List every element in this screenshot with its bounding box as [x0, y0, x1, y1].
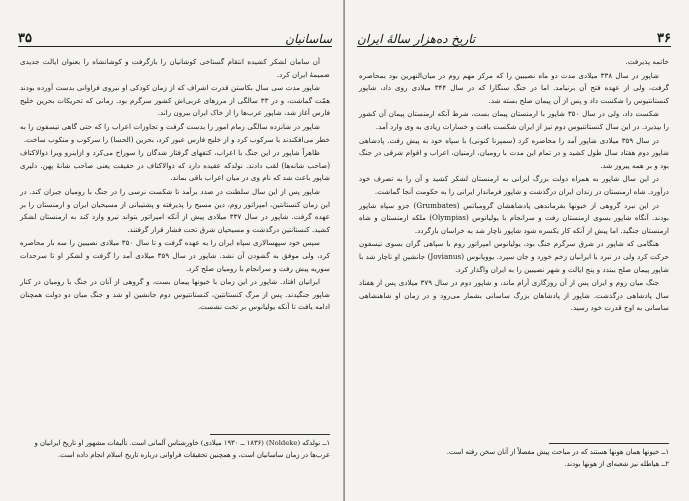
paragraph: شاپور پس از این سال سلطنت در صدد برآمد تا شکست نرسی را در جنگ با رومیان جبران کند. در این زمان کنستانتین، امپراتور روم، دین مسیح را پذیرفته و پشتیبانی از مسیحیان ایران و ارمنستان را بر عهده گرفت. شاپور در سال ۳۳۷ میلادی پیش از آنکه امپراتور بتواند نیرو وارد کند به ارمنستان لشکر کشید. کنستانتین درگذشت و مسیحیان شرق تحت فشار قرار گرفتند. [20, 186, 330, 234]
left-page-body [20, 56, 330, 315]
paragraph: هنگامی که شاپور در شرق سرگرم جنگ بود، یولیانوس امپراتور روم با سپاهی گران بسوی تیسفون حرکت کرد ولی در نبرد با ایرانیان زخم خورد و جان سپرد. یوویانوس (Jovianus) جانشین او ناچار شد با شاپور پیمان صلح ببندد و پنج ایالت و شهر نصیبین را به ایران واگذار کرد. [359, 239, 669, 274]
right-page-header [357, 24, 671, 47]
running-head: ساسانیان [285, 32, 332, 46]
paragraph: در سال ۳۵۹ میلادی شاپور آمد را محاصره کرد (سمپرنا کنونی) با سپاه خود به پیش رفت. پادشاهی شاپور دوم هفتاد سال طول کشید و در تمام این مدت با رومیان، ارمنیان، اعراب و اقوام شرقی در جنگ بود و بر همه پیروز شد. [359, 135, 669, 170]
paragraph: در این نبرد گروهی از خیونها بفرماندهی پادشاهشان گرومباتس (Grumbates) جزو سپاه شاپور بودند. آنگاه شاپور بسوی ارمنستان رفت و سرانجام با یولیانوس (Olympias) ملکه ارمنستان و شاه ارمنستان جنگید. اما پیش از آنکه کار یکسره شود شاپور ناچار شد به خراسان بازگردد. [359, 200, 670, 235]
paragraph: سپس خود سپهسالاری سپاه ایران را به عهده گرفت و تا سال ۳۵۰ میلادی نصیبین را سه بار محاصره کرد، ولی موفق به گشودن آن نشد. شاپور در سال ۳۵۹ میلادی آمد را گرفت و لشکر او تا سرحدات سوریه پیش رفت و سرانجام با رومیان صلح کرد. [20, 238, 330, 273]
paragraph: شاپور مدت سی سال بکاستن قدرت اشراف که از زمان کودکی او نیروی فراوانی بدست آورده بودند همّت گماشت، و در ۳۳ سالگی از مرزهای غربی‌اش کشور سرگرم بود. زمانی که تحریکات بحرین خلیج فارس آغاز شد، شاپور عرب‌ها را از خاک ایران بیرون راند. [20, 83, 330, 118]
paragraph: آن سامان لشکر کشیده انتقام گستاخی کوشانیان را بازگرفت و کوشانشاه را بعنوان ایالت جدیدی ضمیمهٔ ایران کرد. [20, 57, 330, 79]
footnote-divider [210, 434, 330, 435]
footnotes [359, 447, 669, 470]
running-head: تاریخ ده‌هزار سالهٔ ایران [357, 32, 476, 46]
paragraph: ظاهراً شاپور در این جنگ با اعراب، کتفهای گرفتار شدگان را سوراخ می‌کرد و ازاینرو ویرا ذوالاکتاف (صاحب شانه‌ها) لقب دادند. نولدکه عقیده دارد که ذوالاکتاف در حقیقت یعنی صاحب شانهٔ پهن. دلیری شاپور باعث شد که نام وی در میان اعراب باقی بماند. [20, 148, 330, 183]
paragraph: شاپور در سال ۳۳۸ میلادی مدت دو ماه نصیبین را که مرکز مهم روم در میان‌النهرین بود بمحاصره گرفت، ولی از عهده فتح آن برنیامد. اما در جنگ سنگارا که در سال ۳۴۴ میلادی روی داد، شاپور کنستانتیوس را شکست داد و پس از آن پیمان صلح بسته شد. [359, 70, 669, 105]
paragraph: شکست داد، ولی در سال ۳۵۰ شاپور با ارمنستان پیمان بست، شرط آنکه ارمنستان پیمان آن کشور را بپذیرد. در این سال کنستانتیوس دوم نیز از ایران شکست یافت و خسارات زیادی به وی وارد آمد. [359, 109, 669, 131]
right-page-body [359, 56, 669, 316]
left-page [0, 0, 344, 501]
right-page [345, 0, 689, 501]
page-number: ۳۶ [657, 31, 671, 46]
footnote: ۱ــ نولدکه (Noldeke) (۱۸۳۶ ــ ۱۹۳۰ میلادی) خاورشناس آلمانی است. تألیفات مشهور او تاریخ ایرانیان و عرب‌ها در زمان ساسانیان است، و همچنین تحقیقات فراوانی درباره تاریخ اسلام انجام داده است. [34, 439, 330, 459]
page-number: ۳۵ [18, 31, 32, 46]
paragraph: شاپور در شانزده سالگی زمام امور را بدست گرفت و تجاوزات اعراب را که حتی گاهی تیسفون را به خطر می‌افکندند با سرکوب کرد و از خلیج فارس عبور کرد، بحرین (الحسا) را سرکوب و منکوب ساخت. [20, 121, 330, 144]
left-page-header [18, 24, 332, 47]
footnote-divider [549, 443, 669, 444]
footnote: ۱ــ خیونها همان هونها هستند که در مباحث پیش مفصلاً از آنان سخن رفته است. [446, 448, 669, 456]
footnotes [20, 438, 330, 461]
paragraph: ایرانیان افتاد. شاپور در این زمان با خیونها پیمان بست، و گروهی از آنان در جنگ با رومیان در کنار شاپور جنگیدند. پس از مرگ کنستانتین، کنستانتیوس دوم جانشین او شد و جنگ میان دو دولت همچنان ادامه یافت تا آنکه یولیانوس بر تخت نشست. [20, 277, 330, 312]
paragraph: در این سال شاپور به همراه دولت بزرگ ایرانی به ارمنستان لشکر کشید و آن را به تصرف خود درآورد. شاه ارمنستان در زندان ایران درگذشت و شاپور فرماندار ایرانی را به حکومت آنجا گماشت. [359, 174, 669, 196]
paragraph: خاتمه پذیرفت. [625, 57, 669, 66]
paragraph: جنگ میان روم و ایران پس از آن روزگاری آرام ماند، و شاپور دوم در سال ۳۷۹ میلادی پس از هفتاد سال پادشاهی درگذشت. شاپور از پادشاهان بزرگ ساسانی بشمار می‌رود و در زمان او شاهنشاهی ساسانی به اوج قدرت خود رسید. [359, 278, 669, 313]
footnote: ۲ــ هیاطله نیز شعبه‌ای از هونها بودند. [564, 459, 669, 468]
